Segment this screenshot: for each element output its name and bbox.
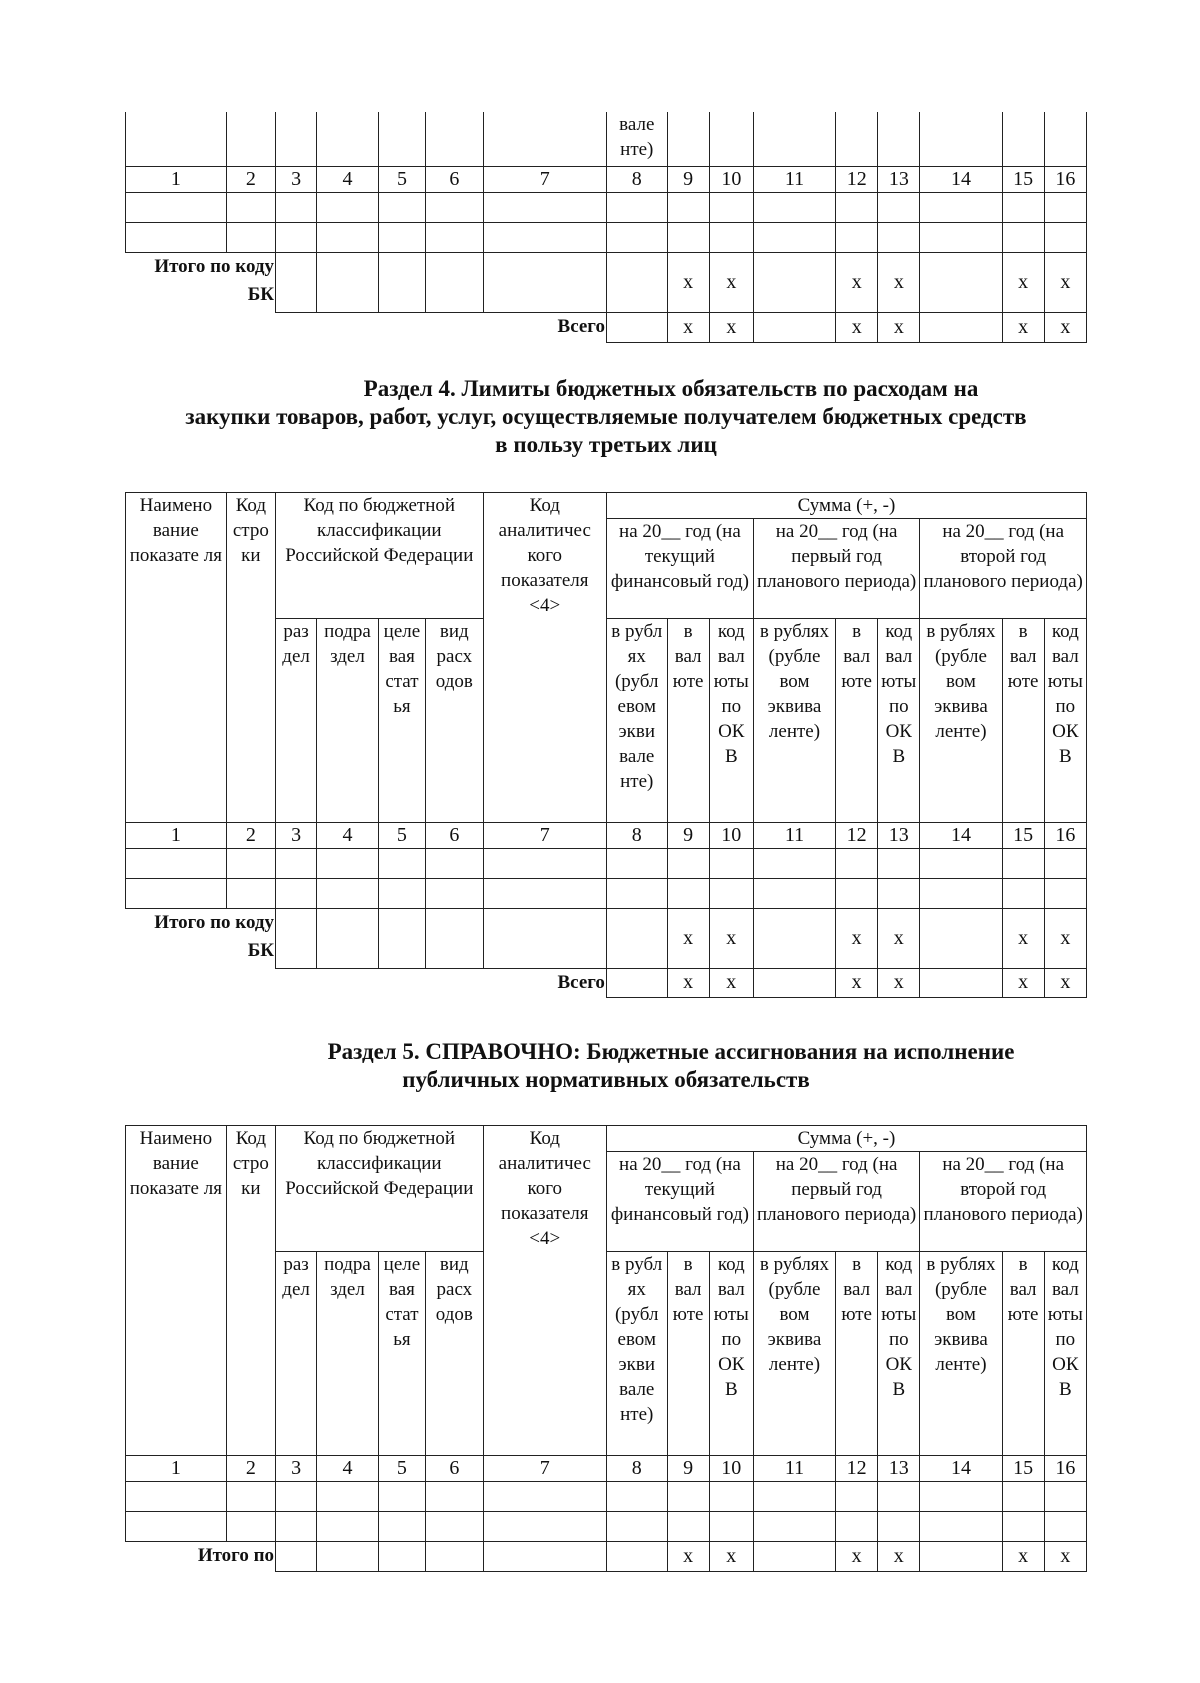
header-currency-code: код вал юты по ОК В xyxy=(878,1252,920,1456)
data-cell xyxy=(878,1512,920,1542)
data-cell xyxy=(1044,192,1086,222)
column-number: 7 xyxy=(483,823,606,849)
header-row-code: Код стро ки xyxy=(226,493,275,823)
data-cell xyxy=(1002,192,1044,222)
data-cell xyxy=(483,192,606,222)
header-row-code: Код стро ки xyxy=(226,1126,275,1456)
section4-table xyxy=(125,492,1087,998)
column-number: 9 xyxy=(667,1456,709,1482)
header-year-current: на 20__ год (на текущий финансовый год) xyxy=(606,519,753,619)
total-cell xyxy=(378,252,425,312)
grand-total-label: Всего xyxy=(126,312,607,342)
data-cell xyxy=(226,879,275,909)
data-cell xyxy=(836,192,878,222)
column-number: 8 xyxy=(606,166,667,192)
data-cell xyxy=(1002,849,1044,879)
data-cell xyxy=(1002,879,1044,909)
header-rub-equiv: в рублях (рубле вом эквива ленте) xyxy=(920,619,1002,823)
data-cell xyxy=(426,1482,484,1512)
column-number: 7 xyxy=(483,1456,606,1482)
column-number: 9 xyxy=(667,166,709,192)
total-cell xyxy=(483,1542,606,1572)
data-cell xyxy=(317,1482,379,1512)
column-number: 16 xyxy=(1044,166,1086,192)
column-number: 5 xyxy=(378,1456,425,1482)
empty-cell xyxy=(667,112,709,166)
data-cell xyxy=(878,192,920,222)
data-cell xyxy=(1044,849,1086,879)
column-number: 13 xyxy=(878,823,920,849)
x-mark: x xyxy=(1044,909,1086,969)
header-rub-equiv: в рублях (рубле вом эквива ленте) xyxy=(753,619,835,823)
data-cell xyxy=(126,192,227,222)
x-mark: x xyxy=(878,909,920,969)
data-cell xyxy=(426,849,484,879)
column-number: 11 xyxy=(753,166,835,192)
header-currency-code: код вал юты по ОК В xyxy=(709,1252,753,1456)
column-number: 10 xyxy=(709,166,753,192)
data-cell xyxy=(483,222,606,252)
data-cell xyxy=(920,192,1002,222)
header-currency-code: код вал юты по ОК В xyxy=(1044,1252,1086,1456)
section4-title-line: закупки товаров, работ, услуг, осуществляемые получателем бюджетных средств xyxy=(185,404,1027,429)
header-rub-equiv: в рублях (рубле вом эквива ленте) xyxy=(920,1252,1002,1456)
x-mark: x xyxy=(709,909,753,969)
data-cell xyxy=(667,222,709,252)
total-cell xyxy=(483,909,606,969)
data-cell xyxy=(426,192,484,222)
empty-cell xyxy=(836,112,878,166)
empty-cell xyxy=(378,112,425,166)
total-cell xyxy=(276,252,317,312)
data-cell xyxy=(606,879,667,909)
data-cell xyxy=(606,192,667,222)
empty-cell xyxy=(1044,112,1086,166)
total-cell xyxy=(426,909,484,969)
header-year-second: на 20__ год (на второй год планового периода) xyxy=(920,519,1087,619)
empty-cell xyxy=(709,112,753,166)
header-currency-code: код вал юты по ОК В xyxy=(709,619,753,823)
data-cell xyxy=(126,1512,227,1542)
data-cell xyxy=(426,222,484,252)
data-cell xyxy=(878,1482,920,1512)
data-cell xyxy=(920,849,1002,879)
total-cell xyxy=(378,1542,425,1572)
total-cell xyxy=(920,969,1002,998)
x-mark: x xyxy=(667,252,709,312)
empty-cell xyxy=(317,112,379,166)
header-year-first: на 20__ год (на первый год планового периода) xyxy=(753,519,919,619)
data-cell xyxy=(226,222,275,252)
x-mark: x xyxy=(1044,312,1086,342)
x-mark: x xyxy=(1044,969,1086,998)
column-number: 16 xyxy=(1044,823,1086,849)
empty-cell xyxy=(920,112,1002,166)
data-cell xyxy=(378,879,425,909)
x-mark: x xyxy=(1002,252,1044,312)
header-in-currency: в вал юте xyxy=(667,619,709,823)
empty-cell xyxy=(426,112,484,166)
x-mark: x xyxy=(836,1542,878,1572)
data-cell xyxy=(426,879,484,909)
section5-table xyxy=(125,1125,1087,1572)
x-mark: x xyxy=(1002,312,1044,342)
data-cell xyxy=(378,1482,425,1512)
header-year-first: на 20__ год (на первый год планового периода) xyxy=(753,1152,919,1252)
total-cell xyxy=(606,252,667,312)
x-mark: x xyxy=(667,969,709,998)
data-cell xyxy=(126,1482,227,1512)
data-cell xyxy=(878,222,920,252)
empty-cell xyxy=(126,112,227,166)
data-cell xyxy=(836,1482,878,1512)
data-cell xyxy=(276,879,317,909)
section5-title xyxy=(125,1038,1087,1094)
x-mark: x xyxy=(1002,969,1044,998)
data-cell xyxy=(709,849,753,879)
total-cell xyxy=(920,312,1002,342)
column-number: 12 xyxy=(836,823,878,849)
column-number: 2 xyxy=(226,166,275,192)
data-cell xyxy=(667,192,709,222)
data-cell xyxy=(378,1512,425,1542)
total-cell xyxy=(753,969,835,998)
data-cell xyxy=(709,1482,753,1512)
empty-cell xyxy=(753,112,835,166)
total-cell xyxy=(753,1542,835,1572)
column-number: 15 xyxy=(1002,1456,1044,1482)
header-in-currency: в вал юте xyxy=(836,1252,878,1456)
data-cell xyxy=(920,222,1002,252)
empty-cell xyxy=(1002,112,1044,166)
data-cell xyxy=(276,849,317,879)
empty-cell xyxy=(878,112,920,166)
column-number: 1 xyxy=(126,1456,227,1482)
column-number: 4 xyxy=(317,1456,379,1482)
total-cell xyxy=(317,909,379,969)
data-cell xyxy=(753,1482,835,1512)
column-number: 3 xyxy=(276,823,317,849)
column-number: 16 xyxy=(1044,1456,1086,1482)
x-mark: x xyxy=(1044,252,1086,312)
header-in-currency: в вал юте xyxy=(1002,619,1044,823)
column-number: 8 xyxy=(606,823,667,849)
column-number: 11 xyxy=(753,823,835,849)
column-number: 2 xyxy=(226,823,275,849)
data-cell xyxy=(276,192,317,222)
data-cell xyxy=(317,849,379,879)
column-number: 7 xyxy=(483,166,606,192)
data-cell xyxy=(836,849,878,879)
x-mark: x xyxy=(878,969,920,998)
data-cell xyxy=(667,879,709,909)
data-cell xyxy=(606,1512,667,1542)
total-cell xyxy=(378,909,425,969)
data-cell xyxy=(276,1512,317,1542)
total-by-bk-label: Итого по коду БК xyxy=(126,909,276,969)
column-number: 15 xyxy=(1002,166,1044,192)
data-cell xyxy=(878,879,920,909)
header-in-currency: в вал юте xyxy=(667,1252,709,1456)
data-cell xyxy=(1002,1482,1044,1512)
section4-title-line: в пользу третьих лиц xyxy=(495,432,717,457)
data-cell xyxy=(920,1512,1002,1542)
section3-table-fragment xyxy=(125,112,1087,343)
header-analytic-code: Код аналитичес кого показателя <4> xyxy=(483,1126,606,1456)
total-cell xyxy=(317,1542,379,1572)
total-cell xyxy=(606,969,667,998)
data-cell xyxy=(483,1512,606,1542)
header-year-second: на 20__ год (на второй год планового периода) xyxy=(920,1152,1087,1252)
total-cell xyxy=(606,909,667,969)
data-cell xyxy=(1002,222,1044,252)
data-cell xyxy=(1044,222,1086,252)
x-mark: x xyxy=(709,312,753,342)
data-cell xyxy=(709,192,753,222)
header-podrazdel: подра здел xyxy=(317,619,379,823)
data-cell xyxy=(317,879,379,909)
column-number: 10 xyxy=(709,1456,753,1482)
x-mark: x xyxy=(878,312,920,342)
header-name: Наимено вание показате ля xyxy=(126,493,227,823)
data-cell xyxy=(667,1512,709,1542)
section5-title-line: публичных нормативных обязательств xyxy=(402,1067,810,1092)
header-in-currency: в вал юте xyxy=(1002,1252,1044,1456)
data-cell xyxy=(753,192,835,222)
column-number: 12 xyxy=(836,166,878,192)
data-cell xyxy=(753,849,835,879)
data-cell xyxy=(709,879,753,909)
data-cell xyxy=(126,849,227,879)
column-number: 14 xyxy=(920,823,1002,849)
data-cell xyxy=(226,1512,275,1542)
x-mark: x xyxy=(709,969,753,998)
header-currency-code: код вал юты по ОК В xyxy=(878,619,920,823)
column-number: 13 xyxy=(878,166,920,192)
total-cell xyxy=(753,252,835,312)
column-number: 11 xyxy=(753,1456,835,1482)
data-cell xyxy=(226,192,275,222)
data-cell xyxy=(606,1482,667,1512)
data-cell xyxy=(920,1482,1002,1512)
data-cell xyxy=(1044,1512,1086,1542)
data-cell xyxy=(753,222,835,252)
total-cell xyxy=(606,312,667,342)
data-cell xyxy=(606,222,667,252)
header-analytic-code: Код аналитичес кого показателя <4> xyxy=(483,493,606,823)
data-cell xyxy=(836,1512,878,1542)
data-cell xyxy=(276,222,317,252)
header-target-article: целе вая стат ья xyxy=(378,619,425,823)
header-year-current: на 20__ год (на текущий финансовый год) xyxy=(606,1152,753,1252)
header-bk-code: Код по бюджетной классификации Российской Федерации xyxy=(276,493,484,619)
section4-title xyxy=(125,375,1087,459)
data-cell xyxy=(378,849,425,879)
column-number: 12 xyxy=(836,1456,878,1482)
data-cell xyxy=(483,1482,606,1512)
column-number: 6 xyxy=(426,166,484,192)
data-cell xyxy=(317,1512,379,1542)
empty-cell xyxy=(276,112,317,166)
section4-title-line: Раздел 4. Лимиты бюджетных обязательств по расходам на xyxy=(363,376,979,401)
total-cell xyxy=(317,252,379,312)
empty-cell xyxy=(483,112,606,166)
x-mark: x xyxy=(709,1542,753,1572)
x-mark: x xyxy=(836,909,878,969)
header-currency-code: код вал юты по ОК В xyxy=(1044,619,1086,823)
data-cell xyxy=(126,879,227,909)
data-cell xyxy=(753,1512,835,1542)
x-mark: x xyxy=(836,252,878,312)
header-razdel: раз дел xyxy=(276,619,317,823)
total-cell xyxy=(920,909,1002,969)
header-expense-type: вид расх одов xyxy=(426,1252,484,1456)
total-cell xyxy=(753,312,835,342)
total-cell xyxy=(426,1542,484,1572)
column-number: 6 xyxy=(426,823,484,849)
column-number: 3 xyxy=(276,166,317,192)
x-mark: x xyxy=(1002,1542,1044,1572)
data-cell xyxy=(1044,1482,1086,1512)
header-cell-fragment: вале нте) xyxy=(606,112,667,166)
column-number: 14 xyxy=(920,1456,1002,1482)
x-mark: x xyxy=(667,1542,709,1572)
total-cell xyxy=(920,252,1002,312)
column-number: 15 xyxy=(1002,823,1044,849)
x-mark: x xyxy=(836,312,878,342)
column-number: 2 xyxy=(226,1456,275,1482)
column-number: 6 xyxy=(426,1456,484,1482)
data-cell xyxy=(378,192,425,222)
data-cell xyxy=(483,849,606,879)
data-cell xyxy=(276,1482,317,1512)
x-mark: x xyxy=(1044,1542,1086,1572)
data-cell xyxy=(378,222,425,252)
data-cell xyxy=(709,1512,753,1542)
header-sum: Сумма (+, -) xyxy=(606,493,1086,519)
data-cell xyxy=(709,222,753,252)
data-cell xyxy=(126,222,227,252)
column-number: 5 xyxy=(378,823,425,849)
data-cell xyxy=(667,849,709,879)
header-name: Наимено вание показате ля xyxy=(126,1126,227,1456)
total-by-bk-label: Итого по коду БК xyxy=(126,252,276,312)
data-cell xyxy=(317,222,379,252)
data-cell xyxy=(920,879,1002,909)
header-sum: Сумма (+, -) xyxy=(606,1126,1086,1152)
x-mark: x xyxy=(667,312,709,342)
column-number: 10 xyxy=(709,823,753,849)
total-cell xyxy=(276,1542,317,1572)
data-cell xyxy=(426,1512,484,1542)
section5-title-line: Раздел 5. СПРАВОЧНО: Бюджетные ассигнования на исполнение xyxy=(327,1039,1015,1064)
column-number: 8 xyxy=(606,1456,667,1482)
x-mark: x xyxy=(836,969,878,998)
x-mark: x xyxy=(709,252,753,312)
x-mark: x xyxy=(667,909,709,969)
header-podrazdel: подра здел xyxy=(317,1252,379,1456)
header-bk-code: Код по бюджетной классификации Российской Федерации xyxy=(276,1126,484,1252)
total-cell xyxy=(276,909,317,969)
data-cell xyxy=(667,1482,709,1512)
header-rub-equiv: в рубл ях (рубл евом экви вале нте) xyxy=(606,1252,667,1456)
column-number: 4 xyxy=(317,166,379,192)
column-number: 5 xyxy=(378,166,425,192)
column-number: 13 xyxy=(878,1456,920,1482)
data-cell xyxy=(1044,879,1086,909)
total-cell xyxy=(483,252,606,312)
data-cell xyxy=(483,879,606,909)
data-cell xyxy=(226,1482,275,1512)
data-cell xyxy=(836,879,878,909)
data-cell xyxy=(317,192,379,222)
total-cell xyxy=(753,909,835,969)
header-razdel: раз дел xyxy=(276,1252,317,1456)
x-mark: x xyxy=(1002,909,1044,969)
x-mark: x xyxy=(878,1542,920,1572)
header-expense-type: вид расх одов xyxy=(426,619,484,823)
data-cell xyxy=(878,849,920,879)
column-number: 4 xyxy=(317,823,379,849)
column-number: 9 xyxy=(667,823,709,849)
header-rub-equiv: в рублях (рубле вом эквива ленте) xyxy=(753,1252,835,1456)
total-by-bk-label: Итого по xyxy=(126,1542,276,1572)
data-cell xyxy=(606,849,667,879)
column-number: 1 xyxy=(126,166,227,192)
grand-total-label: Всего xyxy=(126,969,607,998)
total-cell xyxy=(426,252,484,312)
x-mark: x xyxy=(878,252,920,312)
header-target-article: целе вая стат ья xyxy=(378,1252,425,1456)
data-cell xyxy=(753,879,835,909)
column-number: 3 xyxy=(276,1456,317,1482)
total-cell xyxy=(920,1542,1002,1572)
header-in-currency: в вал юте xyxy=(836,619,878,823)
data-cell xyxy=(1002,1512,1044,1542)
total-cell xyxy=(606,1542,667,1572)
data-cell xyxy=(836,222,878,252)
empty-cell xyxy=(226,112,275,166)
column-number: 14 xyxy=(920,166,1002,192)
column-number: 1 xyxy=(126,823,227,849)
data-cell xyxy=(226,849,275,879)
header-rub-equiv: в рубл ях (рубл евом экви вале нте) xyxy=(606,619,667,823)
